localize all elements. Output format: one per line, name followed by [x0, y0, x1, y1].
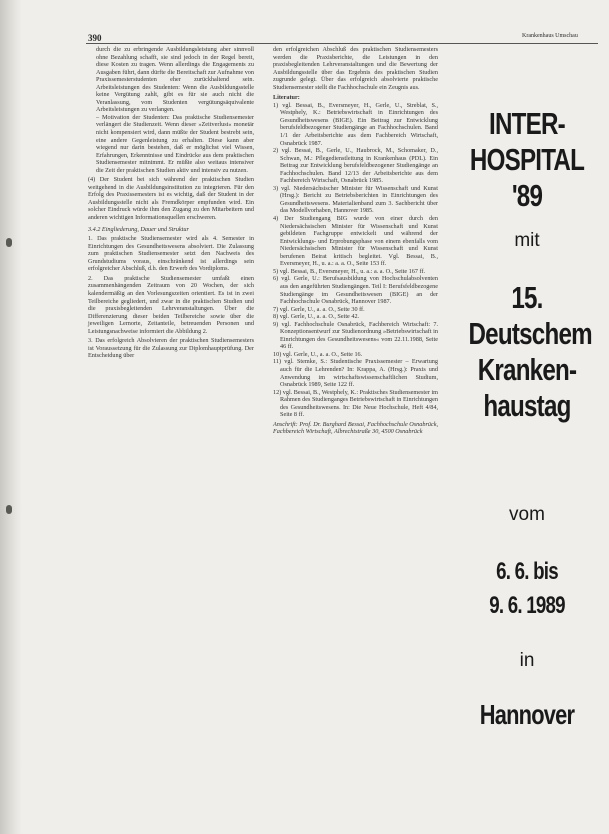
- reference-item: 7) vgl. Gerle, U., a. a. O., Seite 30 ff.: [273, 305, 365, 313]
- reference-item: 11) vgl. Stemke, S.: Studentische Praxissemester – Erwartung auch für die Lehrenden? In: Krappa, A. (Hrsg.): Praxis und Anwendung im wirtschaftswissenschaftlichen Studium, Osnabrück 1989, Seite 122 ff.: [273, 358, 438, 389]
- header-rule: [86, 43, 598, 44]
- reference-item: 1) vgl. Bessai, B., Eversmeyer, H., Gerle, U., Streblat, S., Westphely, K.: Betriebswirtschaft in Einrichtungen des Gesundheitswesens (BIGE). Ein Beitrag zur Entwicklung berufsfeldbezogener Studiengänge an Fachhochschulen. Band 1/1 der Arbeitsberichte aus dem Fachbereich Wirtschaft, Osnabrück 1987.: [273, 101, 438, 147]
- paragraph: 1. Das praktische Studiensemester wird als 4. Semester in Einrichtungen des Gesundheitswesens absolviert. Die Zulassung zum praktischen Studiensemester setzt den Nachweis des Grundstudiums voraus, einschränkend ist allerdings sein erfolgreicher Abschluß, d.h. den Erwerb des Vordiploms.: [88, 235, 254, 273]
- literature-heading: Literatur:: [273, 94, 300, 102]
- binding-shadow: [0, 0, 22, 834]
- reference-item: 6) vgl. Gerle, U.: Berufsausbildung von Hochschulabsolventen aus den angeführten Studiengängen. Teil I: Berufsfeldbezogene Studiengänge im Gesundheitswesen (BIGE) an der Fachhochschule Osnabrück, Hannover 1987.: [273, 275, 438, 306]
- ad-kranken: Kranken-: [477, 352, 577, 387]
- ad-date-from: 6. 6. bis: [496, 558, 558, 585]
- reference-item: 12) vgl. Bessai, B., Westphely, K.: Praktisches Studiensemester im Rahmen des Studienganges Betriebswirtschaft in Einrichtungen des Gesundheitswesens. In: Die Neue Hochschule, Heft 4/84, Seite 8 ff.: [273, 388, 438, 419]
- reference-list: [273, 102, 438, 419]
- page-number: 390: [88, 33, 102, 43]
- reference-item: 10) vgl. Gerle, U., a. a. O., Seite 16.: [273, 350, 363, 358]
- ad-in: in: [519, 650, 535, 671]
- text-column-left: [88, 46, 254, 360]
- reference-item: 8) vgl. Gerle, U., a. a. O., Seite 42.: [273, 313, 360, 321]
- text-column-right: [273, 46, 438, 436]
- punch-hole: [6, 505, 12, 514]
- running-head: Krankenhaus Umschau: [522, 33, 578, 39]
- paragraph: 2. Das praktische Studiensemester umfaßt einen zusammenhängenden Zeitraum von 20 Wochen, der sich kalendermäßig an den Vorlesungszeiten orientiert. Es ist in zwei Teilbereiche gegliedert, und zwar in die praktischen Studien und die praxisbegleitenden Lehrveranstaltungen. Über die Differenzierung dieser beiden Teilbereiche sowie über die jeweiligen Lernorte, Zeitanteile, betreuenden Personen und Leistungsnachweise informiert die Abbildung 2.: [88, 274, 254, 335]
- ad-title-line2: HOSPITAL: [469, 142, 585, 177]
- ad-city: Hannover: [479, 699, 575, 730]
- ad-haustag: haustag: [483, 388, 571, 423]
- reference-item: 5) vgl. Bessai, B., Eversmeyer, H., u. a.: a. a. O., Seite 167 ff.: [273, 267, 426, 275]
- ad-date-to: 9. 6. 1989: [489, 592, 565, 619]
- punch-hole: [6, 238, 12, 247]
- reference-item: 9) vgl. Fachhochschule Osnabrück, Fachbereich Wirtschaft: 7. Konzeptionsentwurf zur Studienordnung »Betriebswirtschaft in Einrichtungen des Gesundheitswesens« vom 22.11.1988, Seite 46 ff.: [273, 320, 438, 351]
- ad-deutschem: Deutschem: [468, 316, 592, 351]
- ad-with: mit: [514, 230, 540, 251]
- paragraph: durch die zu erbringende Ausbildungsleistung aber sinnvoll ohne Bezahlung schafft, sie sind jedoch in der Regel bereit, diese Kosten zu tragen. Wenn allerdings die Engagements zu Ausgaben führt, dann dürfte die Bereitschaft zur Aufnahme von Praxissemesterstudenten eher zurückhaltend sein. Arbeitsleistungen des Studenten: Wenn die Ausbildungsstelle keine Vergütung zahlt, gibt es für sie auch nicht die Veranlassung, vom Studenten vergütungsäquivalente Arbeitsleistungen zu verlangen.: [96, 46, 254, 114]
- paragraph: (4) Der Student bei sich während der praktischen Studien weitgehend in die Ausbildungsinstitution zu integrieren. Für den Erfolg des Praxissemesters ist es wichtig, daß der Student in der Ausbildungsstelle nicht als Fremdkörper empfunden wird. Ein solcher Eindruck würde ihm den Zugang zu den Mitarbeitern und anderen wichtigen Informationsquellen erschweren.: [88, 176, 254, 222]
- paragraph: – Motivation der Studenten: Das praktische Studiensemester verlängert die Studienzeit. Wenn dieser »Zeitverlust« monetär nicht kompensiert wird, dann müßte der Student bestrebt sein, eine andere Gegenleistung zu erhalten. Diese kann aber wiegend nur darin bestehen, daß er möglichst viel Wissen, Erfahrungen, Erkenntnisse und Eindrücke aus dem praktischen Studiensemester mitnimmt. Er müßte also weitaus intensiver die Zeit der praktischen Studien aktiv und intensiv zu nutzen.: [96, 113, 254, 174]
- reference-item: 3) vgl. Niedersächsischer Minister für Wissenschaft und Kunst (Hrsg.): Bericht zu Betriebsberichten in Einrichtungen des Gesundheitswesens. Materialienband zum 3. Sachbericht über das Modellvorhaben, Hannover 1985.: [273, 184, 438, 215]
- reference-item: 2) vgl. Bessai, B., Gerle, U., Haubrock, M., Schomaker, D., Schwan, M.: Pflegedienstleitung in Krankenhaus (PDL). Ein Beitrag zur Entwicklung berufsfeldbezogener Studiengänge an Fachhochschulen. Band 12/13 der Arbeitsberichte aus dem Fachbereich Wirtschaft, Osnabrück 1985.: [273, 147, 438, 185]
- paragraph: den erfolgreichen Abschluß des praktischen Studiensemesters werden die Praxisberichte, die Leistungen in den praxisbegleitenden Lehrveranstaltungen und die Bewertung der Ausbildungsstelle über das Ergebnis des praktischen Studien zugrunde gelegt. Über das erfolgreich absolvierte praktische Studiensemester stellt die Fachhochschule ein Zeugnis aus.: [273, 46, 438, 91]
- ad-from: vom: [509, 504, 545, 525]
- ad-number: 15.: [511, 280, 543, 315]
- author-address: Anschrift: Prof. Dr. Burghard Bessai, Fachhochschule Osnabrück, Fachbereich Wirtschaft, Albrechtstraße 30, 4500 Osnabrück: [273, 420, 438, 436]
- section-subheading: 3.4.2 Eingliederung, Dauer und Struktur: [88, 225, 189, 233]
- ad-title-year: '89: [511, 178, 543, 213]
- interhospital-advertisement: [452, 58, 602, 830]
- paragraph: 3. Das erfolgreich Absolvieren der praktischen Studiensemesters ist Voraussetzung für die Zulassung zur Diplomhauptprüfung. Der Entscheidung über: [88, 337, 254, 360]
- ad-title-line1: INTER-: [489, 106, 565, 141]
- reference-item: 4) Der Studiengang BIG wurde von einer durch den Niedersächsischen Minister für Wissenschaft und Kunst gebildeten Fachgruppe entwickelt und während der Entwicklungs- und Erprobungsphase von einem ebenfalls vom Niedersächsischen Minister für Wissenschaft und Kunst berufenen Beirat kritisch begleitet. Vgl. Bessai, B., Eversmeyer, H., u. a.: a. a. O., Seite 153 ff.: [273, 215, 438, 268]
